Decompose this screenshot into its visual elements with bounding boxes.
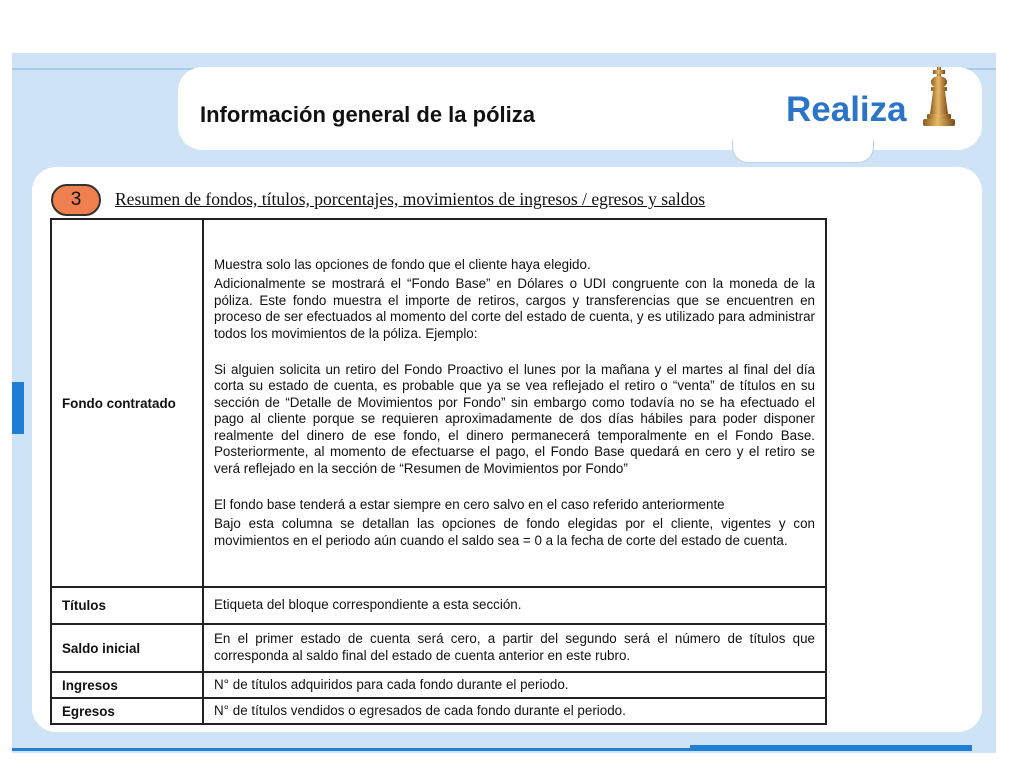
description-paragraph: N° de títulos adquiridos para cada fondo durante el periodo. <box>214 676 569 692</box>
step-number-badge: 3 <box>51 184 101 216</box>
row-description <box>203 698 826 724</box>
bottom-rule-accent <box>690 745 972 751</box>
brand-logo-text: Realiza <box>786 90 907 129</box>
description-paragraph: N° de títulos vendidos o egresados de cada fondo durante el periodo. <box>214 702 626 718</box>
chess-piece-icon <box>918 66 960 130</box>
table-row <box>51 672 826 698</box>
description-paragraph: En el primer estado de cuenta será cero, a partir del segundo será el número de títulos que corresponda al saldo final del estado de cuenta anterior en este rubro. <box>214 631 815 663</box>
table-row <box>51 624 826 672</box>
row-label: Títulos <box>51 587 203 624</box>
table-row <box>51 698 826 724</box>
description-paragraph: Etiqueta del bloque correspondiente a esta sección. <box>214 597 522 613</box>
row-label: Saldo inicial <box>51 624 203 672</box>
description-paragraph: El fondo base tenderá a estar siempre en cero salvo en el caso referido anteriormente <box>214 496 725 512</box>
row-label: Egresos <box>51 698 203 724</box>
section-heading: Resumen de fondos, títulos, porcentajes, movimientos de ingresos / egresos y saldos <box>115 189 706 209</box>
info-table <box>50 218 827 725</box>
row-description <box>203 587 826 624</box>
table-row <box>51 587 826 624</box>
table-row <box>51 219 826 587</box>
header-tab <box>732 140 874 163</box>
row-label: Fondo contratado <box>51 219 203 587</box>
row-description <box>203 624 826 672</box>
row-description <box>203 219 826 587</box>
row-description <box>203 672 826 698</box>
page-title: Información general de la póliza <box>200 102 535 127</box>
row-label: Ingresos <box>51 672 203 698</box>
left-accent-bar <box>12 382 24 434</box>
description-paragraph: Bajo esta columna se detallan las opciones de fondo elegidas por el cliente, vigentes y con movimientos en el periodo aún cuando el saldo sea = 0 a la fecha de corte del estado de cuenta. <box>214 516 815 548</box>
description-paragraph: Si alguien solicita un retiro del Fondo Proactivo el lunes por la mañana y el martes al final del día corta su estado de cuenta, es probable que ya se vea reflejado el retiro o “venta” de títulos en su sección de “Detalle de Movimientos por Fondo” sin embargo como todavía no se ha efectuado el pago al cliente porque se requieren aproximadamente de dos días hábiles para poder disponer realmente del dinero de ese fondo, el dinero permanecerá temporalmente en el Fondo Base. Posteriormente, al momento de efectuarse el pago, el Fondo Base quedará en cero y el retiro se verá reflejado en la sección de “Resumen de Movimientos por Fondo” <box>214 361 815 477</box>
description-paragraph: Muestra solo las opciones de fondo que el cliente haya elegido. <box>214 256 591 272</box>
description-paragraph: Adicionalmente se mostrará el “Fondo Base” en Dólares o UDI congruente con la moneda de la póliza. Este fondo muestra el importe de retiros, cargos y transferencias que se encuentren en proceso de ser efectuados al momento del corte del estado de cuenta, y es utilizado para administrar todos los movimientos de la póliza. Ejemplo: <box>214 276 815 341</box>
